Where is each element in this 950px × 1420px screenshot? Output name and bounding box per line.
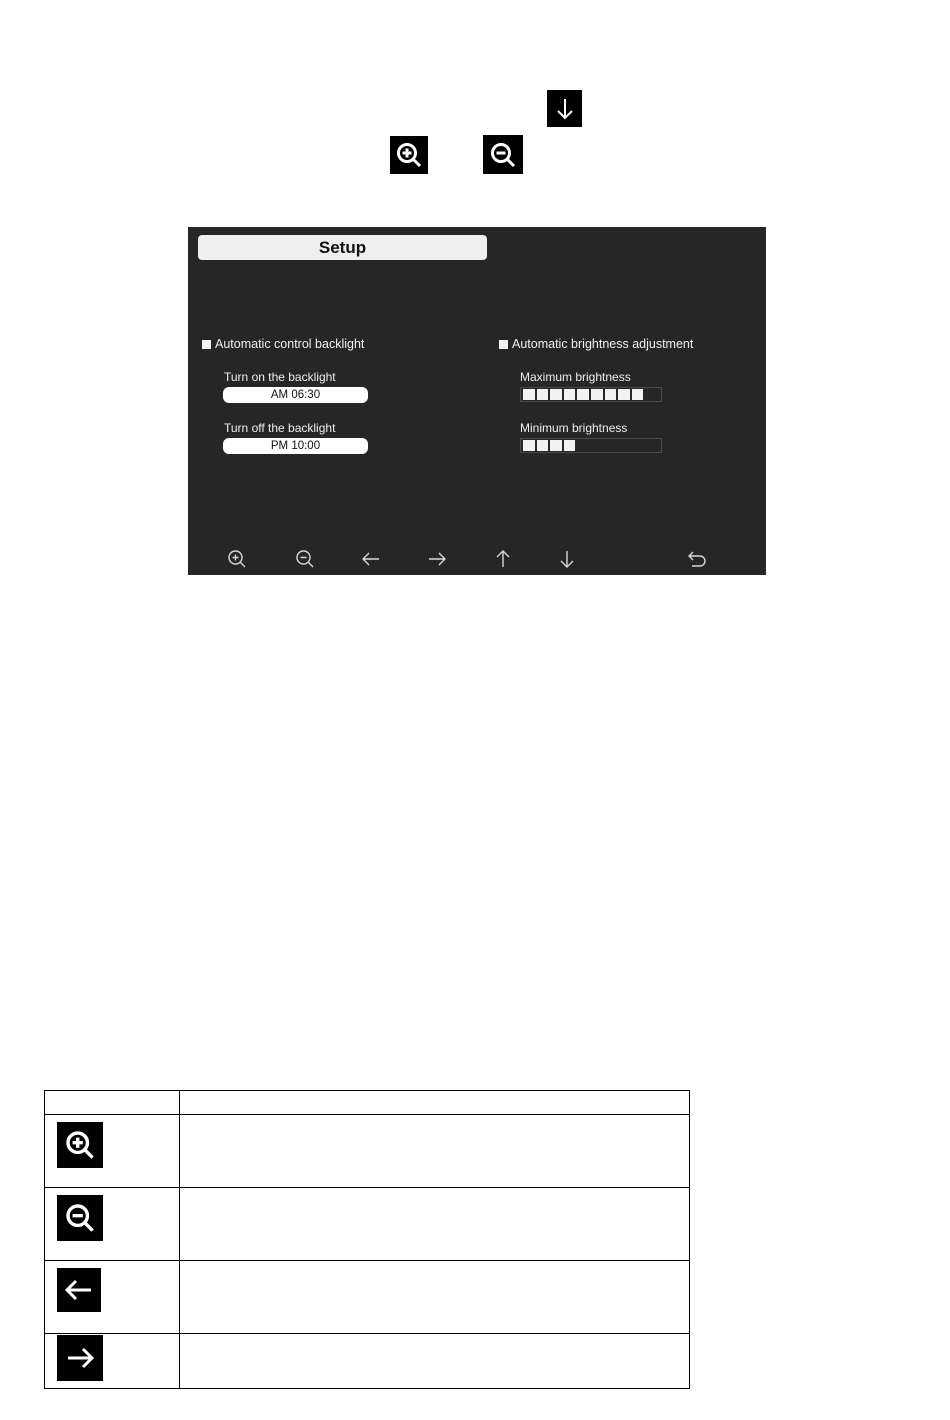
auto-brightness-checkbox[interactable] (499, 337, 693, 351)
zoom-in-icon (390, 136, 428, 174)
brightness-segment (550, 389, 562, 400)
arrow-right-icon (57, 1335, 103, 1381)
backlight-off-time-field[interactable]: PM 10:00 (223, 438, 368, 454)
arrow-down-icon (547, 90, 582, 127)
backlight-off-label: Turn off the backlight (224, 421, 336, 435)
auto-backlight-checkbox[interactable] (202, 337, 364, 351)
brightness-segment (564, 389, 576, 400)
min-brightness-slider[interactable] (520, 438, 662, 453)
arrow-up-icon[interactable] (491, 547, 515, 571)
arrow-down-icon[interactable] (555, 547, 579, 571)
auto-backlight-label: Automatic control backlight (215, 337, 365, 351)
zoom-out-icon[interactable] (293, 547, 317, 571)
brightness-segment (537, 440, 549, 451)
table-header-row (45, 1091, 690, 1115)
return-icon[interactable] (685, 547, 709, 571)
brightness-segment (523, 389, 535, 400)
brightness-segment (605, 389, 617, 400)
checkbox-icon (499, 340, 508, 349)
row-description (180, 1188, 690, 1261)
zoom-out-icon (483, 135, 523, 174)
brightness-segment (577, 389, 589, 400)
max-brightness-slider[interactable] (520, 387, 662, 402)
brightness-segment (591, 389, 603, 400)
header-cell-description (180, 1091, 690, 1115)
row-description (180, 1261, 690, 1334)
auto-brightness-label: Automatic brightness adjustment (512, 337, 694, 351)
zoom-in-icon (57, 1122, 103, 1168)
arrow-left-icon (57, 1268, 101, 1312)
row-description (180, 1115, 690, 1188)
table-row (45, 1115, 690, 1188)
table-row (45, 1334, 690, 1389)
min-brightness-label: Minimum brightness (520, 421, 628, 435)
row-description (180, 1334, 690, 1389)
max-brightness-label: Maximum brightness (520, 370, 631, 384)
brightness-segment (523, 440, 535, 451)
zoom-out-icon (57, 1195, 103, 1241)
brightness-segment (618, 389, 630, 400)
arrow-right-icon[interactable] (425, 547, 449, 571)
table-row (45, 1261, 690, 1334)
brightness-segment (564, 440, 576, 451)
table-row (45, 1188, 690, 1261)
brightness-segment (550, 440, 562, 451)
header-cell-icon (45, 1091, 180, 1115)
icon-legend-table (44, 1090, 690, 1389)
brightness-segment (632, 389, 644, 400)
arrow-left-icon[interactable] (359, 547, 383, 571)
brightness-segment (537, 389, 549, 400)
checkbox-icon (202, 340, 211, 349)
screen-title: Setup (198, 235, 487, 260)
backlight-on-time-field[interactable]: AM 06:30 (223, 387, 368, 403)
backlight-on-label: Turn on the backlight (224, 370, 336, 384)
setup-screen (188, 227, 766, 575)
zoom-in-icon[interactable] (225, 547, 249, 571)
